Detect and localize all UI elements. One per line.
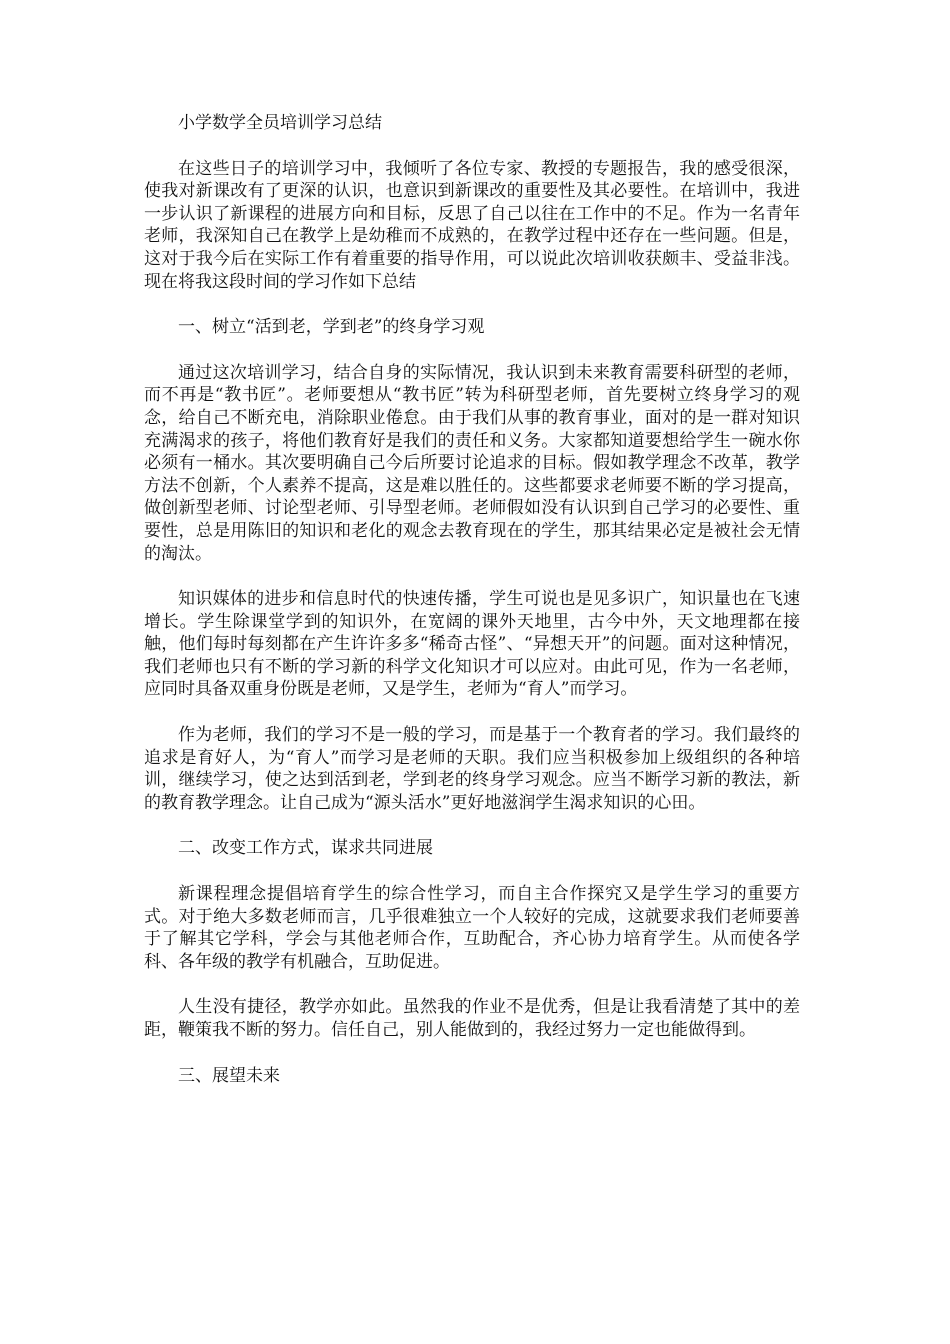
document-title: 小学数学全员培训学习总结 [178,113,382,133]
section-heading-3: 三、展望未来 [178,1065,280,1086]
intro-paragraph: 在这些日子的培训学习中，我倾听了各位专家、教授的专题报告，我的感受很深，使我对新课改有了更深的认识，也意识到新课改的重要性及其必要性。在培训中，我进一步认识了新课程的进展方向和目标，反思了自己以往在工作中的不足。作为一名青年老师，我深知自己在教学上是幼稚而不成熟的，在教学过程中还存在一些问题。但是，这对于我今后在实际工作有着重要的指导作用，可以说此次培训收获颇丰、受益非浅。现在将我这段时间的学习作如下总结 [144,158,800,292]
section-1-paragraph-3: 作为老师，我们的学习不是一般的学习，而是基于一个教育者的学习。我们最终的追求是育好人，为“育人”而学习是老师的天职。我们应当积极参加上级组织的各种培训，继续学习，使之达到活到老，学到老的终身学习观念。应当不断学习新的教法，新的教育教学理念。让自己成为“源头活水”更好地滋润学生渴求知识的心田。 [144,725,800,813]
section-heading-2: 二、改变工作方式，谋求共同进展 [178,838,433,859]
document-page [144,112,800,1110]
section-2-paragraph-2: 人生没有捷径，教学亦如此。虽然我的作业不是优秀，但是让我看清楚了其中的差距，鞭策我不断的努力。信任自己，别人能做到的，我经过努力一定也能做得到。 [144,997,800,1040]
section-heading-1: 一、树立“活到老，学到老”的终身学习观 [178,317,485,338]
section-1-paragraph-1: 通过这次培训学习，结合自身的实际情况，我认识到未来教育需要科研型的老师，而不再是“教书匠”。老师要想从“教书匠”转为科研型老师，首先要树立终身学习的观念，给自己不断充电，消除职业倦怠。由于我们从事的教育事业，面对的是一群对知识充满渴求的孩子，将他们教育好是我们的责任和义务。大家都知道要想给学生一碗水你必须有一桶水。其次要明确自己今后所要讨论追求的目标。假如教学理念不改革，教学方法不创新，个人素养不提高，这是难以胜任的。这些都要求老师要不断的学习提高，做创新型老师、讨论型老师、引导型老师。老师假如没有认识到自己学习的必要性、重要性，总是用陈旧的知识和老化的观念去教育现在的学生，那其结果必定是被社会无情的淘汰。 [144,362,800,564]
section-1-paragraph-2: 知识媒体的进步和信息时代的快速传播，学生可说也是见多识广，知识量也在飞速增长。学生除课堂学到的知识外，在宽阔的课外天地里，古今中外，天文地理都在接触，他们每时每刻都在产生许许多多“稀奇古怪”、“异想天开”的问题。面对这种情况，我们老师也只有不断的学习新的科学文化知识才可以应对。由此可见，作为一名老师，应同时具备双重身份既是老师，又是学生，老师为“育人”而学习。 [144,589,800,700]
section-2-paragraph-1: 新课程理念提倡培育学生的综合性学习，而自主合作探究又是学生学习的重要方式。对于绝大多数老师而言，几乎很难独立一个人较好的完成，这就要求我们老师要善于了解其它学科，学会与其他老师合作，互助配合，齐心协力培育学生。从而使各学科、各年级的教学有机融合，互助促进。 [144,884,800,972]
